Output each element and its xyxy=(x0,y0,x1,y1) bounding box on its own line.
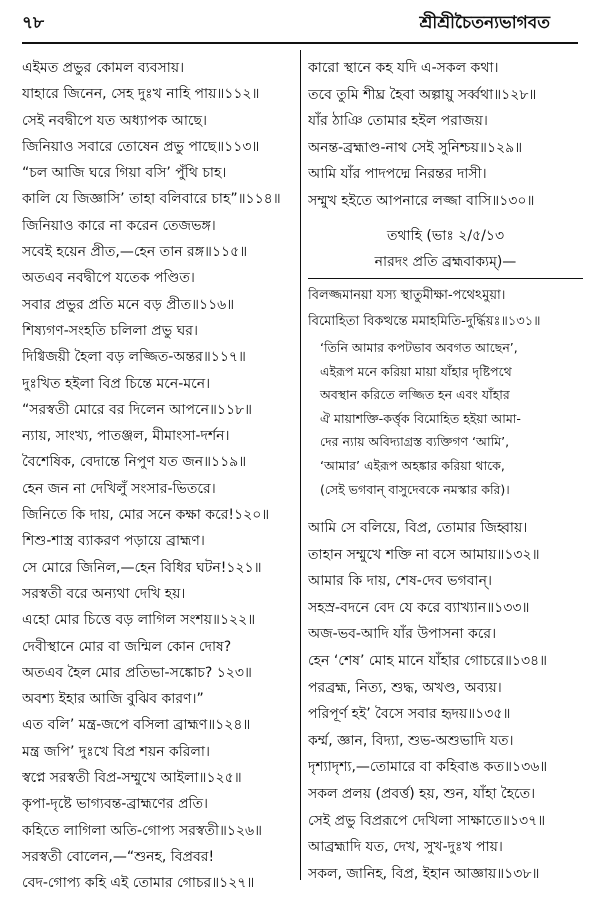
page-header xyxy=(0,0,600,46)
verse-line: দিগ্বিজয়ী হৈলা বড় লজ্জিত-অন্তর॥১১৭॥ xyxy=(22,349,246,366)
column-divider xyxy=(300,50,301,880)
verse-line: এইমত প্রভুর কোমল ব্যবসায়। xyxy=(22,60,185,76)
verse-line: জিনিয়াও সবারে তোষেন প্রভু পাছে॥১১৩॥ xyxy=(22,138,260,155)
verse-line: সরস্বতী বরে অন্যথা দেখি হয়। xyxy=(22,585,186,602)
quote-separator xyxy=(308,278,583,279)
running-title: শ্রীশ্রীচৈতন্যভাগবত xyxy=(419,13,550,33)
verse-line: সরস্বতী বোলেন,—“শুনহ, বিপ্রবর! xyxy=(22,848,215,865)
translation-line: ‘আমার’ এইরূপ অহঙ্কার করিয়া থাকে, xyxy=(320,457,505,473)
verse-line: শিষ্যগণ-সংহতি চলিলা প্রভু ঘর। xyxy=(22,322,198,339)
right-column xyxy=(308,55,583,887)
verse-line: বৈশেষিক, বেদান্তে নিপুণ যত জন॥১১৯॥ xyxy=(22,454,247,471)
verse-line: দৃশ্যাদৃশ্য,—তোমারে বা কহিবাঙ কত॥১৩৬॥ xyxy=(308,759,548,776)
verses-bottom xyxy=(308,515,583,887)
verse-line: সকল প্রলয় (প্রবর্ত্ত) হয়, শুন, যাঁহা হৈতে। xyxy=(308,786,536,803)
verse-line: সহস্র-বদনে বেদ যে করে ব্যাখ্যান॥১৩৩॥ xyxy=(308,599,530,616)
translation-line: ‘তিনি আমার কপটভাব অবগত আছেন’, xyxy=(320,339,518,355)
verse-line: সেই প্রভু বিপ্ররূপে দেখিলা সাক্ষাতে॥১৩৭॥ xyxy=(308,812,546,829)
verse-line: মন্ত্র জপি’ দুঃখে বিপ্র শয়ন করিলা। xyxy=(22,743,211,760)
verses-top xyxy=(308,55,583,215)
verse-line: আব্রহ্মাদি যত, দেখ, সুখ-দুঃখ পায়। xyxy=(308,839,503,856)
translation xyxy=(308,336,583,501)
verse-line: দুঃখিত হইলা বিপ্র চিন্তে মনে-মনে। xyxy=(22,375,211,392)
verse-line: সেই নবদ্বীপে যত অধ্যাপক আছে। xyxy=(22,112,208,129)
verse-line: কহিতে লাগিলা অতি-গোপ্য সরস্বতী॥১২৬॥ xyxy=(22,822,263,839)
verse-line: অতএব নবদ্বীপে যতেক পণ্ডিত। xyxy=(22,270,195,287)
left-column xyxy=(22,55,292,897)
verse-line: কর্ম্ম, জ্ঞান, বিদ্যা, শুভ-অশুভাদি যত। xyxy=(308,732,514,749)
verse-line: সে মোরে জিনিল,—হেন বিধির ঘটন!১২১॥ xyxy=(22,559,262,576)
verse-line: স্বপ্নে সরস্বতী বিপ্র-সম্মুখে আইলা॥১২৫॥ xyxy=(22,770,242,787)
verse-line: কালি যে জিজ্ঞাসি’ তাহা বলিবারে চাহ”॥১১৪॥ xyxy=(22,191,281,208)
verse-line: আমি সে বলিয়ে, বিপ্র, তোমার জিহ্বায়। xyxy=(308,520,528,537)
verse-line: পরব্রহ্ম, নিত্য, শুদ্ধ, অখণ্ড, অব্যয়। xyxy=(308,679,502,696)
translation-line: ঐ মায়াশক্তি-কর্ত্তৃক বিমোহিত হইয়া আমা- xyxy=(320,410,521,426)
verse-line: কারো স্থানে কহ যদি এ-সকল কথা। xyxy=(308,60,499,76)
translation-line: দের ন্যায় অবিদ্যাগ্রস্ত ব্যক্তিগণ ‘আমি’, xyxy=(320,434,510,450)
quote-heading: তথাহি (ভাঃ ২/৫/১৩ xyxy=(386,227,505,244)
sanskrit-line: বিমোহিতা বিকত্থন্তে মমাহমিতি-দুর্দ্ধিয়ঃ॥১৩১॥ xyxy=(308,314,541,330)
verse-line: হেন ‘শেষ’ মোহ মানে যাঁহার গোচরে॥১৩৪॥ xyxy=(308,653,548,670)
verse-line: যাঁর ঠাঞি তোমার হইল পরাজয়। xyxy=(308,113,488,130)
verse-line: সবার প্রভুর প্রতি মনে বড় প্রীত॥১১৬॥ xyxy=(22,296,235,313)
verse-line: ন্যায়, সাংখ্য, পাতঞ্জল, মীমাংসা-দর্শন। xyxy=(22,428,230,445)
verse-line: অজ-ভব-আদি যাঁর উপাসনা করে। xyxy=(308,626,497,643)
verse-line: জিনিতে কি দায়, মোর সনে কক্ষা করে!১২০॥ xyxy=(22,507,270,524)
verse-line: আমি যাঁর পাদপদ্মে নিরন্তর দাসী। xyxy=(308,166,487,183)
verse-line: কৃপা-দৃষ্টে ভাগ্যবন্ত-ব্রাহ্মণের প্রতি। xyxy=(22,796,209,813)
verse-line: সবেই হয়েন প্রীত,—হেন তান রঙ্গ॥১১৫॥ xyxy=(22,244,248,261)
translation-line: (সেই ভগবান্ বাসুদেবকে নমস্কার করি)। xyxy=(320,481,510,497)
verse-line: “সরস্বতী মোরে বর দিলেন আপনে॥১১৮॥ xyxy=(22,401,253,418)
verse-line: এহো মোর চিত্তে বড় লাগিল সংশয়॥১২২॥ xyxy=(22,612,256,629)
verse-line: দেবীস্থানে মোর বা জন্মিল কোন দোষ? xyxy=(22,638,232,655)
verse-line: “চল আজি ঘরে গিয়া বসি’ পুঁথি চাহ। xyxy=(22,165,227,182)
verse-line: সকল, জানিহ, বিপ্র, ইহান আজ্ঞায়॥১৩৮॥ xyxy=(308,865,540,882)
verse-line: তাহান সম্মুখে শক্তি না বসে আমায়॥১৩২॥ xyxy=(308,546,540,563)
verse-line: বেদ-গোপ্য কহি এই তোমার গোচর॥১২৭॥ xyxy=(22,875,255,892)
verse-line: তবে তুমি শীঘ্র হৈবা অল্পায়ু সর্ব্বথা॥১২৮॥ xyxy=(308,86,537,103)
sanskrit-line: বিলজ্জমানয়া যস্য স্থাতুমীক্ষা-পথেঽমুয়া। xyxy=(308,287,506,303)
page-number: ৭৮ xyxy=(22,13,45,33)
verse-line: পরিপূর্ণ হই’ বৈসে সবার হৃদয়॥১৩৫॥ xyxy=(308,706,511,723)
verse-line: সম্মুখ হইতে আপনারে লজ্জা বাসি॥১৩০॥ xyxy=(308,192,535,209)
verse-line: যাহারে জিনেন, সেহ দুঃখ নাহি পায়॥১১২॥ xyxy=(22,86,260,103)
verse-line: অনন্ত-ব্রহ্মাণ্ড-নাথ সেই সুনিশ্চয়॥১২৯॥ xyxy=(308,139,523,156)
verse-line: আমার কি দায়, শেষ-দেব ভগবান্। xyxy=(308,573,492,590)
header-rule xyxy=(22,42,578,44)
quote-subheading: নারদং প্রতি ব্রহ্মবাক্যম্)— xyxy=(374,254,517,271)
verse-line: অতএব হৈল মোর প্রতিভা-সঙ্কোচ? ১২৩॥ xyxy=(22,664,252,681)
verse-line: শিশু-শাস্ত্র ব্যাকরণ পড়ায়ে ব্রাহ্মণ। xyxy=(22,533,205,550)
verse-line: হেন জন না দেখিলুঁ সংসার-ভিতরে। xyxy=(22,480,216,497)
verse-line: অবশ্য ইহার আজি বুঝিব কারণ।” xyxy=(22,691,204,708)
verse-line: এত বলি’ মন্ত্র-জপে বসিলা ব্রাহ্মণ॥১২৪॥ xyxy=(22,717,251,734)
translation-line: এইরূপ মনে করিয়া মায়া যাঁহার দৃষ্টিপথে xyxy=(320,363,512,379)
sanskrit-verse xyxy=(308,283,583,336)
translation-line: অবস্থান করিতে লজ্জিত হন এবং যাঁহার xyxy=(320,387,510,403)
verse-line: জিনিয়াও কারে না করেন তেজভঙ্গ। xyxy=(22,217,216,234)
